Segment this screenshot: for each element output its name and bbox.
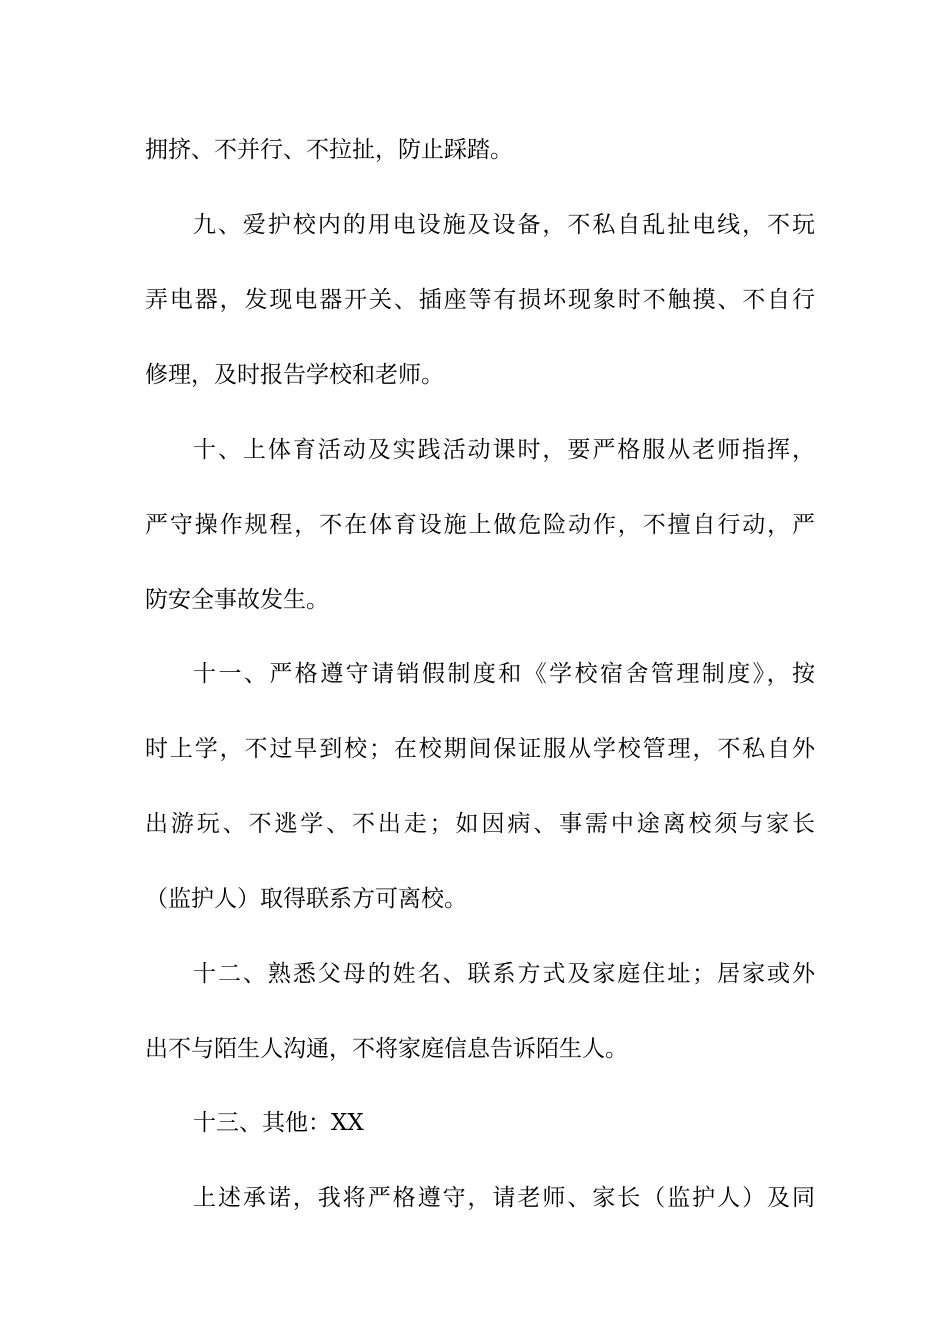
text-line: 十一、严格遵守请销假制度和《学校宿舍管理制度》，按 bbox=[193, 661, 815, 687]
text-line: 十三、其他：XX bbox=[193, 1110, 364, 1136]
text-line: 防安全事故发生。 bbox=[145, 587, 329, 613]
text-line: 九、爱护校内的用电设施及设备，不私自乱扯电线，不玩 bbox=[193, 212, 815, 238]
text-line: 十、上体育活动及实践活动课时，要严格服从老师指挥， bbox=[193, 437, 815, 463]
text-line: 出游玩、不逃学、不出走；如因病、事需中途离校须与家长 bbox=[145, 811, 815, 837]
text-line: 修理，及时报告学校和老师。 bbox=[145, 362, 444, 388]
text-line: （监护人）取得联系方可离校。 bbox=[145, 886, 467, 912]
text-line: 拥挤、不并行、不拉扯，防止踩踏。 bbox=[145, 137, 513, 163]
text-line: 出不与陌生人沟通，不将家庭信息告诉陌生人。 bbox=[145, 1036, 628, 1062]
text-line: 弄电器，发现电器开关、插座等有损坏现象时不触摸、不自行 bbox=[145, 287, 815, 313]
text-line: 时上学，不过早到校；在校期间保证服从学校管理，不私自外 bbox=[145, 736, 815, 762]
text-line: 严守操作规程，不在体育设施上做危险动作，不擅自行动，严 bbox=[145, 512, 815, 538]
text-line: 十二、熟悉父母的姓名、联系方式及家庭住址；居家或外 bbox=[193, 961, 815, 987]
text-line: 上述承诺，我将严格遵守，请老师、家长（监护人）及同 bbox=[193, 1185, 815, 1211]
